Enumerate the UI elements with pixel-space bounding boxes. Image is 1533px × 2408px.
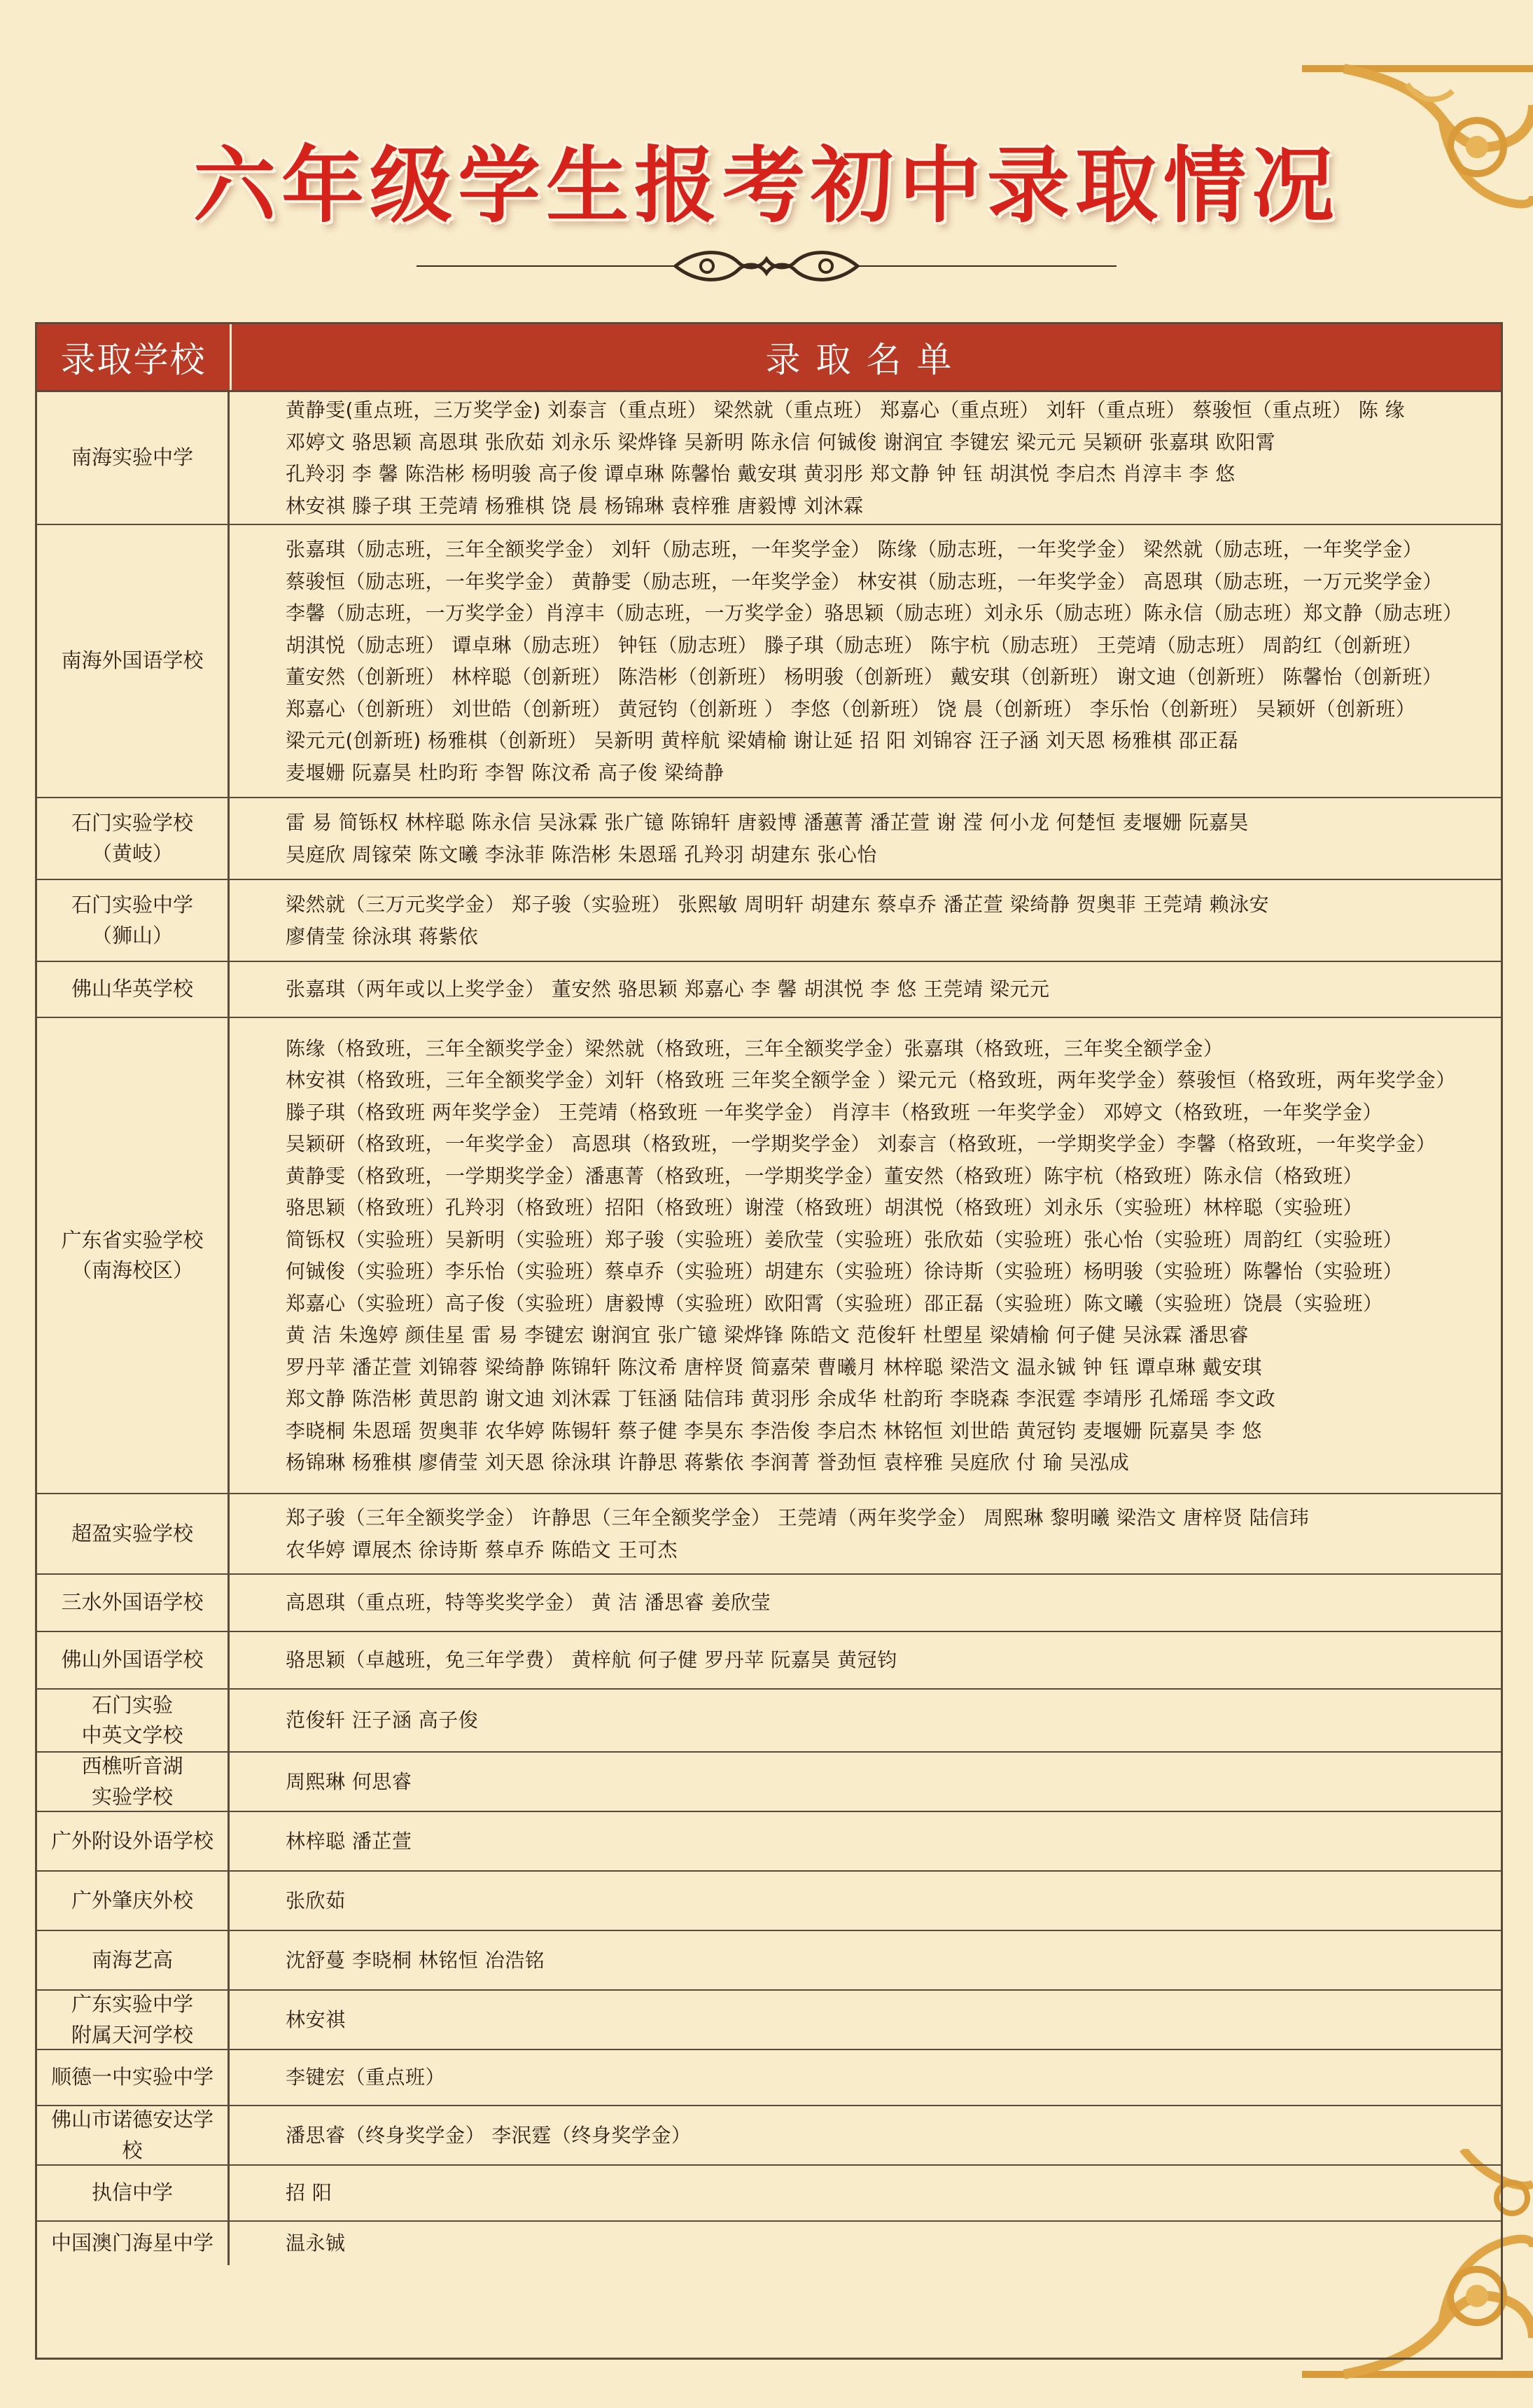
school-name: 石门实验 中英文学校: [37, 1690, 230, 1751]
name-line: 骆思颖（卓越班，免三年学费） 黄梓航 何子健 罗丹苹 阮嘉昊 黄冠钧: [286, 1648, 897, 1672]
name-line: 沈舒蔓 李晓桐 林铭恒 冶浩铭: [286, 1948, 545, 1972]
admitted-names: [230, 1018, 1501, 1493]
name-line: 郑嘉心（实验班）高子俊（实验班）唐毅博（实验班）欧阳霄（实验班）邵正磊（实验班）陈文曦（实验班）饶晨（实验班）: [286, 1291, 1383, 1315]
admitted-names: [230, 1690, 1501, 1751]
admitted-names: [230, 962, 1501, 1017]
admitted-names: [230, 525, 1501, 797]
admission-table: [35, 322, 1503, 2360]
table-row: [37, 1931, 1501, 1991]
name-line: 董安然（创新班） 林梓聪（创新班） 陈浩彬（创新班） 杨明骏（创新班） 戴安琪（创新班） 谢文迪（创新班） 陈馨怡（创新班）: [286, 665, 1443, 688]
name-line: 林安祺 滕子琪 王莞靖 杨雅棋 饶 晨 杨锦琳 袁梓雅 唐毅博 刘沐霖: [286, 494, 864, 517]
admitted-names: [230, 798, 1501, 879]
name-line: 黄静雯(重点班，三万奖学金) 刘泰言（重点班） 梁然就（重点班） 郑嘉心（重点班） 刘轩（重点班） 蔡骏恒（重点班） 陈 缘: [286, 398, 1406, 422]
school-name: 广外附设外语学校: [37, 1812, 230, 1870]
name-line: 杨锦琳 杨雅棋 廖倩莹 刘天恩 徐泳琪 许静思 蒋紫依 李润菁 誉劲恒 袁梓雅 吴庭欣 付 瑜 吴泓成: [286, 1451, 1130, 1474]
school-name: 顺德一中实验中学: [37, 2050, 230, 2105]
name-line: 梁然就（三万元奖学金） 郑子骏（实验班） 张熙敏 周明轩 胡建东 蔡卓乔 潘芷萱 梁绮静 贺奥菲 王莞靖 赖泳安: [286, 893, 1270, 916]
school-name: 南海实验中学: [37, 392, 230, 524]
name-line: 李键宏（重点班）: [286, 2066, 446, 2089]
table-row: [37, 1753, 1501, 1812]
school-name: 三水外国语学校: [37, 1575, 230, 1631]
name-line: 黄 洁 朱逸婷 颜佳星 雷 易 李键宏 谢润宜 张广镱 梁烨锋 陈皓文 范俊轩 杜塱星 梁婧榆 何子健 吴泳霖 潘思睿: [286, 1323, 1249, 1346]
table-row: [37, 1872, 1501, 1931]
school-name: 中国澳门海星中学: [37, 2222, 230, 2265]
table-row: [37, 1812, 1501, 1872]
name-line: 孔羚羽 李 馨 陈浩彬 杨明骏 高子俊 谭卓琳 陈馨怡 戴安琪 黄羽彤 郑文静 钟 钰 胡淇悦 李启杰 肖淳丰 李 悠: [286, 462, 1236, 485]
table-row: [37, 2106, 1501, 2166]
school-name: 西樵听音湖 实验学校: [37, 1753, 230, 1811]
table-row: [37, 525, 1501, 798]
school-name: 石门实验学校 （黄岐）: [37, 798, 230, 879]
name-line: 吴庭欣 周镓荣 陈文曦 李泳菲 陈浩彬 朱恩瑶 孔羚羽 胡建东 张心怡: [286, 842, 877, 866]
name-line: 胡淇悦（励志班） 谭卓琳（励志班） 钟钰（励志班） 滕子琪（励志班） 陈宇杭（励志班） 王莞靖（励志班） 周韵红（创新班）: [286, 633, 1422, 657]
admitted-names: [230, 1931, 1501, 1989]
admitted-names: [230, 1632, 1501, 1688]
name-line: 黄静雯（格致班，一学期奖学金）潘惠菁（格致班，一学期奖学金）董安然（格致班）陈宇杭（格致班）陈永信（格致班）: [286, 1164, 1364, 1188]
header-school: 录取学校: [37, 324, 232, 390]
table-row: [37, 2166, 1501, 2222]
table-header: [37, 324, 1501, 392]
school-name: 南海艺高: [37, 1931, 230, 1989]
name-line: 郑文静 陈浩彬 黄思韵 谢文迪 刘沐霖 丁钰涵 陆信玮 黄羽彤 余成华 杜韵珩 李晓森 李泯霆 李靖彤 孔烯瑶 李文政: [286, 1387, 1276, 1410]
table-row: [37, 1018, 1501, 1494]
name-line: 李馨（励志班，一万奖学金）肖淳丰（励志班，一万奖学金）骆思颖（励志班）刘永乐（励志班）陈永信（励志班）郑文静（励志班）: [286, 601, 1463, 625]
name-line: 郑嘉心（创新班） 刘世皓（创新班） 黄冠钧（创新班 ） 李悠（创新班） 饶 晨（创新班） 李乐怡（创新班） 吴颖妍（创新班）: [286, 697, 1416, 721]
school-name: 佛山外国语学校: [37, 1632, 230, 1688]
name-line: 周熙琳 何思睿: [286, 1769, 412, 1793]
school-name: 广外肇庆外校: [37, 1872, 230, 1930]
table-row: [37, 392, 1501, 525]
name-line: 张嘉琪（两年或以上奖学金） 董安然 骆思颖 郑嘉心 李 馨 胡淇悦 李 悠 王莞靖 梁元元: [286, 977, 1050, 1001]
name-line: 郑子骏（三年全额奖学金） 许静思（三年全额奖学金） 王莞靖（两年奖学金） 周熙琳 黎明曦 梁浩文 唐梓贤 陆信玮: [286, 1506, 1310, 1529]
name-line: 邓婷文 骆思颖 高恩琪 张欣茹 刘永乐 梁烨锋 吴新明 陈永信 何铖俊 谢润宜 李键宏 梁元元 吴颖研 张嘉琪 欧阳霄: [286, 430, 1276, 454]
admitted-names: [230, 2222, 1501, 2265]
table-row: [37, 2222, 1501, 2265]
name-line: 骆思颖（格致班）孔羚羽（格致班）招阳（格致班）谢滢（格致班）胡淇悦（格致班）刘永乐（实验班）林梓聪（实验班）: [286, 1196, 1364, 1219]
admitted-names: [230, 2050, 1501, 2105]
school-name: 广东实验中学 附属天河学校: [37, 1991, 230, 2049]
admitted-names: [230, 2166, 1501, 2220]
name-line: 林安祺（格致班，三年全额奖学金）刘轩（格致班 三年奖全额学金 ）梁元元（格致班，两年奖学金）蔡骏恒（格致班，两年奖学金）: [286, 1069, 1456, 1092]
name-line: 李晓桐 朱恩瑶 贺奥菲 农华婷 陈锡轩 蔡子健 李昊东 李浩俊 李启杰 林铭恒 刘世皓 黄冠钧 麦堰姗 阮嘉昊 李 悠: [286, 1419, 1263, 1442]
name-line: 滕子琪（格致班 两年奖学金） 王莞靖（格致班 一年奖学金） 肖淳丰（格致班 一年奖学金） 邓婷文（格致班，一年奖学金）: [286, 1100, 1382, 1124]
school-name: 佛山华英学校: [37, 962, 230, 1017]
name-line: 陈缘（格致班，三年全额奖学金）梁然就（格致班，三年全额奖学金）张嘉琪（格致班，三年奖全额学金）: [286, 1036, 1224, 1060]
name-line: 林安祺: [286, 2007, 346, 2031]
table-row: [37, 880, 1501, 962]
name-line: 农华婷 谭展杰 徐诗斯 蔡卓乔 陈皓文 王可杰: [286, 1538, 678, 1561]
name-line: 吴颖研（格致班，一年奖学金） 高恩琪（格致班，一学期奖学金） 刘泰言（格致班，一学期奖学金）李馨（格致班，一年奖学金）: [286, 1132, 1436, 1155]
table-row: [37, 1632, 1501, 1690]
name-line: 林梓聪 潘芷萱: [286, 1829, 412, 1853]
table-row: [37, 1690, 1501, 1753]
table-body: [37, 392, 1501, 2358]
table-row: [37, 1494, 1501, 1575]
name-line: 张嘉琪（励志班，三年全额奖学金） 刘轩（励志班，一年奖学金） 陈缘（励志班，一年奖学金） 梁然就（励志班，一年奖学金）: [286, 538, 1423, 561]
table-row: [37, 798, 1501, 880]
admitted-names: [230, 1753, 1501, 1811]
header-names: 录取名单: [765, 340, 967, 380]
table-row: [37, 1991, 1501, 2050]
admitted-names: [230, 1575, 1501, 1631]
name-line: 罗丹苹 潘芷萱 刘锦蓉 梁绮静 陈锦轩 陈汶希 唐梓贤 简嘉荣 曹曦月 林梓聪 梁浩文 温永铖 钟 钰 谭卓琳 戴安琪: [286, 1355, 1263, 1379]
admitted-names: [230, 392, 1501, 524]
name-line: 蔡骏恒（励志班，一年奖学金） 黄静雯（励志班，一年奖学金） 林安祺（励志班，一年奖学金） 高恩琪（励志班，一万元奖学金）: [286, 569, 1443, 593]
name-line: 高恩琪（重点班，特等奖奖学金） 黄 洁 潘思睿 姜欣莹: [286, 1591, 771, 1615]
school-name: 广东省实验学校 （南海校区）: [37, 1018, 230, 1493]
school-name: 超盈实验学校: [37, 1494, 230, 1573]
name-line: 麦堰姗 阮嘉昊 杜昀珩 李智 陈汶希 高子俊 梁绮静: [286, 760, 724, 784]
school-name: 佛山市诺德安达学校: [37, 2106, 230, 2164]
name-line: 简铄权（实验班）吴新明（实验班）郑子骏（实验班）姜欣莹（实验班）张欣茹（实验班）张心怡（实验班）周韵红（实验班）: [286, 1227, 1404, 1251]
admitted-names: [230, 1812, 1501, 1870]
admitted-names: [230, 1991, 1501, 2049]
name-line: 张欣茹: [286, 1888, 346, 1912]
title-divider-ornament: [416, 238, 1116, 294]
admitted-names: [230, 1494, 1501, 1573]
page-title: 六年级学生报考初中录取情况: [192, 137, 1340, 234]
school-name: 南海外国语学校: [37, 525, 230, 797]
admitted-names: [230, 880, 1501, 961]
name-line: 范俊轩 汪子涵 高子俊: [286, 1708, 479, 1732]
table-row: [37, 2050, 1501, 2106]
table-row: [37, 1575, 1501, 1632]
admitted-names: [230, 2106, 1501, 2164]
name-line: 温永铖: [286, 2232, 346, 2255]
name-line: 招 阳: [286, 2181, 332, 2205]
name-line: 何铖俊（实验班）李乐怡（实验班）蔡卓乔（实验班）胡建东（实验班）徐诗斯（实验班）杨明骏（实验班）陈馨怡（实验班）: [286, 1260, 1404, 1283]
name-line: 潘思睿（终身奖学金） 李泯霆（终身奖学金）: [286, 2123, 692, 2147]
table-row: [37, 962, 1501, 1018]
name-line: 廖倩莹 徐泳琪 蒋紫依: [286, 924, 479, 948]
name-line: 雷 易 简铄权 林梓聪 陈永信 吴泳霖 张广镱 陈锦轩 唐毅博 潘蕙菁 潘芷萱 谢 滢 何小龙 何楚恒 麦堰姗 阮嘉昊: [286, 811, 1249, 834]
school-name: 石门实验中学 （狮山）: [37, 880, 230, 961]
school-name: 执信中学: [37, 2166, 230, 2220]
admitted-names: [230, 1872, 1501, 1930]
name-line: 梁元元(创新班) 杨雅棋（创新班） 吴新明 黄梓航 梁婧榆 谢让延 招 阳 刘锦容 汪子涵 刘天恩 杨雅棋 邵正磊: [286, 729, 1239, 752]
